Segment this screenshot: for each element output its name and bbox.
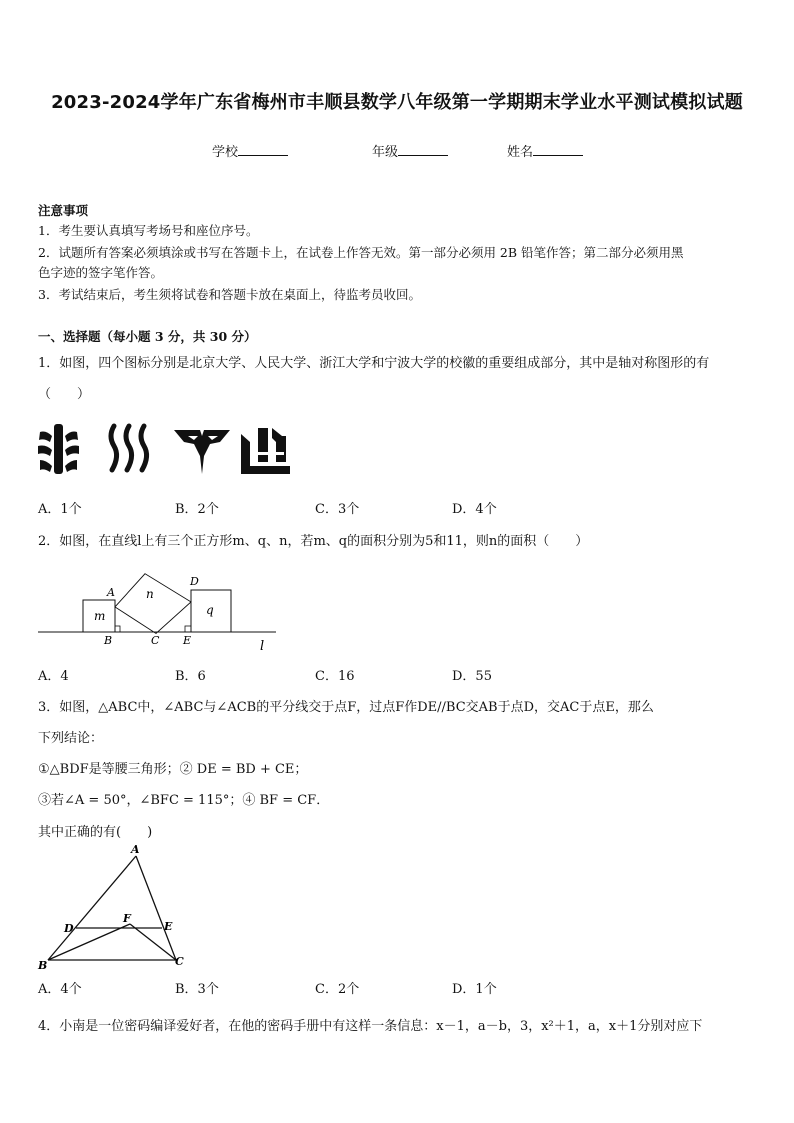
peking-logo-icon <box>38 424 79 474</box>
question-3-line5: 其中正确的有( ) <box>38 825 153 840</box>
label-d: D <box>64 922 74 935</box>
notice-item: 色字迹的签字笔作答。 <box>38 265 164 280</box>
squares-figure <box>36 570 286 656</box>
notice-item: 2．试题所有答案必须填涂或书写在答题卡上，在试卷上作答无效。第一部分必须用 2B 铅笔作答；第二部分必须用黑 <box>38 245 684 260</box>
school-label: 学校 <box>212 145 239 160</box>
ningbo-logo-icon <box>241 428 290 474</box>
school-field[interactable] <box>212 141 288 160</box>
grade-blank[interactable] <box>398 143 448 156</box>
right-angle-b <box>115 626 120 632</box>
name-field[interactable] <box>507 141 583 160</box>
q1-option-b[interactable]: B．2个 <box>175 502 219 517</box>
q2-option-d[interactable]: D．55 <box>452 669 492 684</box>
label-n: n <box>146 587 154 601</box>
label-f: F <box>123 912 131 925</box>
label-d: D <box>190 575 199 588</box>
question-3-line1: 3．如图，△ABC中，∠ABC与∠ACB的平分线交于点F，过点F作DE//BC交AB于点D，交AC于点E，那么 <box>38 700 654 715</box>
question-1-paren: （ ） <box>38 387 91 402</box>
q1-option-d[interactable]: D．4个 <box>452 502 497 517</box>
label-m: m <box>94 609 106 623</box>
question-3-line3: ①△BDF是等腰三角形；② DE = BD + CE； <box>38 762 308 777</box>
exam-title: 2023-2024学年广东省梅州市丰顺县数学八年级第一学期期末学业水平测试模拟试题 <box>51 92 743 113</box>
name-blank[interactable] <box>533 143 583 156</box>
label-b: B <box>38 959 48 972</box>
triangle-lines <box>48 856 176 960</box>
q2-option-a[interactable]: A．4 <box>38 669 69 684</box>
q3-option-a[interactable]: A．4个 <box>38 982 82 997</box>
renmin-logo-icon <box>111 426 147 470</box>
label-a: A <box>131 843 140 856</box>
notice-item: 3．考试结束后，考生须将试卷和答题卡放在桌面上，待监考员收回。 <box>38 287 421 302</box>
name-label: 姓名 <box>507 145 534 160</box>
label-a: A <box>107 586 115 599</box>
label-e: E <box>183 634 192 647</box>
q2-option-c[interactable]: C．16 <box>315 669 355 684</box>
question-1-text: 1．如图，四个图标分别是北京大学、人民大学、浙江大学和宁波大学的校徽的重要组成部分，其中是轴对称图形的有 <box>38 356 710 371</box>
label-c: C <box>175 955 184 968</box>
q3-option-c[interactable]: C．2个 <box>315 982 360 997</box>
q3-option-d[interactable]: D．1个 <box>452 982 497 997</box>
notice-heading: 注意事项 <box>38 203 89 218</box>
q2-option-b[interactable]: B．6 <box>175 669 206 684</box>
school-blank[interactable] <box>238 143 288 156</box>
question-3-line4: ③若∠A = 50°，∠BFC = 115°；④ BF = CF． <box>38 793 330 808</box>
question-4-text: 4．小南是一位密码编译爱好者，在他的密码手册中有这样一条信息：x－1，a－b，3，x²＋1，a，x＋1分别对应下 <box>38 1019 703 1034</box>
question-3-line2: 下列结论： <box>38 731 104 746</box>
q1-option-a[interactable]: A．1个 <box>38 502 82 517</box>
label-l: l <box>260 639 265 654</box>
university-logos-figure <box>36 422 296 482</box>
label-q: q <box>206 603 214 617</box>
q1-option-c[interactable]: C．3个 <box>315 502 360 517</box>
label-e: E <box>164 920 173 933</box>
right-angle-e <box>185 626 191 632</box>
label-c: C <box>151 634 160 647</box>
notice-item: 1．考生要认真填写考场号和座位序号。 <box>38 223 259 238</box>
grade-field[interactable] <box>372 141 448 160</box>
square-n <box>115 574 191 634</box>
triangle-figure <box>36 842 196 974</box>
section-heading: 一、选择题（每小题 3 分，共 30 分） <box>38 329 257 344</box>
grade-label: 年级 <box>372 145 399 160</box>
question-2-text: 2．如图，在直线l上有三个正方形m、q、n，若m、q的面积分别为5和11，则n的面积（ ） <box>38 534 589 549</box>
label-b: B <box>104 634 113 647</box>
q3-option-b[interactable]: B．3个 <box>175 982 219 997</box>
zhejiang-logo-icon <box>174 430 230 474</box>
